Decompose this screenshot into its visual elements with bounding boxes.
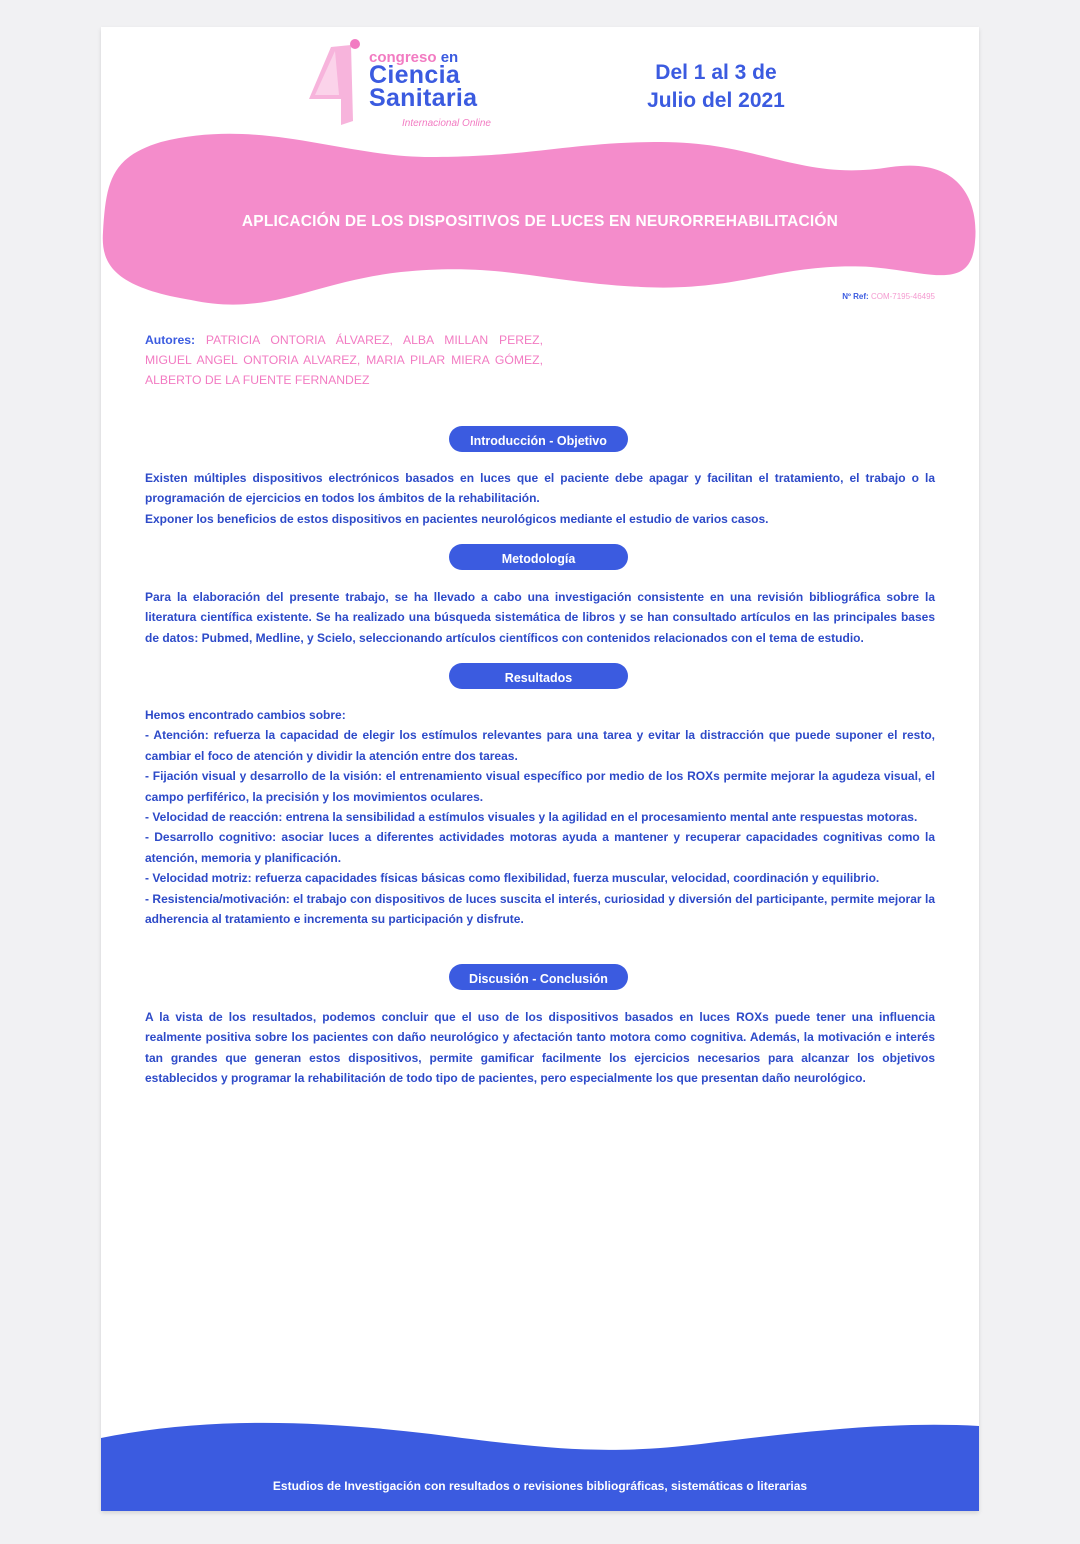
dates-line-1: Del 1 al 3 de <box>655 61 777 84</box>
footer-caption: Estudios de Investigación con resultados o revisiones bibliográficas, sistemáticas o literarias <box>272 1479 808 1493</box>
results-paragraph: - Fijación visual y desarrollo de la visión: el entrenamiento visual específico por medio de los ROXs permite mejorar la agudeza visual, el campo perfiférico, la precisión y los movimientos oculares. <box>145 769 935 804</box>
results-paragraph: Hemos encontrado cambios sobre: <box>145 708 346 722</box>
section-heading-method: Metodología <box>449 544 628 570</box>
discussion-text <box>145 1007 935 1089</box>
intro-paragraph: Existen múltiples dispositivos electrónicos basados en luces que el paciente debe apagar y facilitan el tratamiento, el trabajo o la programación de ejercicios en todos los ámbitos de la rehabilitación. <box>145 471 935 506</box>
logo-subtitle: Internacional Online <box>402 118 491 129</box>
event-dates <box>621 59 811 115</box>
ref-label: Nº Ref: <box>842 292 869 301</box>
results-paragraph: - Resistencia/motivación: el trabajo con dispositivos de luces suscita el interés, curiosidad y diversión del participante, permite mejorar la adherencia al tratamiento e incrementa su participación y disfrute. <box>145 891 935 927</box>
intro-paragraph: Exponer los beneficios de estos dispositivos en pacientes neurológicos mediante el estudio de varios casos. <box>145 511 769 526</box>
results-paragraph: - Velocidad motriz: refuerza capacidades físicas básicas como flexibilidad, fuerza muscular, velocidad, coordinación y equilibrio. <box>145 871 880 886</box>
reference-number <box>842 292 935 301</box>
results-paragraph: - Atención: refuerza la capacidad de elegir los estímulos relevantes para una tarea y evitar la distracción que puede suponer el resto, cambiar el foco de atención y dividir la atención entre dos tareas. <box>145 728 935 763</box>
method-paragraph: Para la elaboración del presente trabajo, se ha llevado a cabo una investigación consistente en una revisión bibliográfica sobre la literatura científica existente. Se ha realizado una búsqueda sistemática de libros y se han consultado artículos en las principales bases de datos: Pubmed, Medline, y Scielo, seleccionando artículos científicos con contenidos relacionados con el tema de estudio. <box>145 590 935 645</box>
logo-congreso-text: congreso en <box>369 49 459 66</box>
dates-line-2: Julio del 2021 <box>647 89 785 112</box>
logo-sanitaria-text: Sanitaria <box>369 84 478 112</box>
poster-title: APLICACIÓN DE LOS DISPOSITIVOS DE LUCES EN NEURORREHABILITACIÓN <box>241 213 839 230</box>
intro-text <box>145 468 935 529</box>
ref-value: COM-7195-46495 <box>870 292 935 301</box>
authors-names: PATRICIA ONTORIA ÁLVAREZ, ALBA MILLAN PEREZ, MIGUEL ANGEL ONTORIA ALVAREZ, MARIA PILAR MIERA GÓMEZ, ALBERTO DE LA FUENTE FERNANDEZ <box>145 333 543 387</box>
section-heading-intro: Introducción - Objetivo <box>449 426 628 452</box>
results-paragraph: - Desarrollo cognitivo: asociar luces a diferentes actividades motoras ayuda a mantener y recuperar capacidades cognitivas como la atención, memoria y planificación. <box>145 830 935 865</box>
poster-page <box>101 27 979 1511</box>
authors-block <box>145 330 543 390</box>
section-heading-discussion: Discusión - Conclusión <box>449 964 628 990</box>
discussion-paragraph: A la vista de los resultados, podemos concluir que el uso de los dispositivos basados en luces ROXs puede tener una influencia realmente positiva sobre los pacientes con daño neurológico y afectación tanto motora como cognitiva. Además, la motivación e interés tan grandes que generan estos dispositivos, permite gamificar facilmente los ejercicios necesarios para alcanzar los objetivos establecidos y programar la rehabilitación de todo tipo de pacientes, pero especialmente los que presentan daño neurológico. <box>145 1010 935 1086</box>
section-heading-results: Resultados <box>449 663 628 689</box>
authors-label: Autores: <box>145 333 196 347</box>
results-paragraph: - Velocidad de reacción: entrena la sensibilidad a estímulos visuales y la agilidad en el procesamiento mental ante respuestas motoras. <box>145 810 918 825</box>
logo-ciencia-text: Ciencia <box>369 61 461 89</box>
results-text <box>145 705 935 929</box>
method-text <box>145 587 935 648</box>
footer-wave-shape <box>101 1416 979 1511</box>
